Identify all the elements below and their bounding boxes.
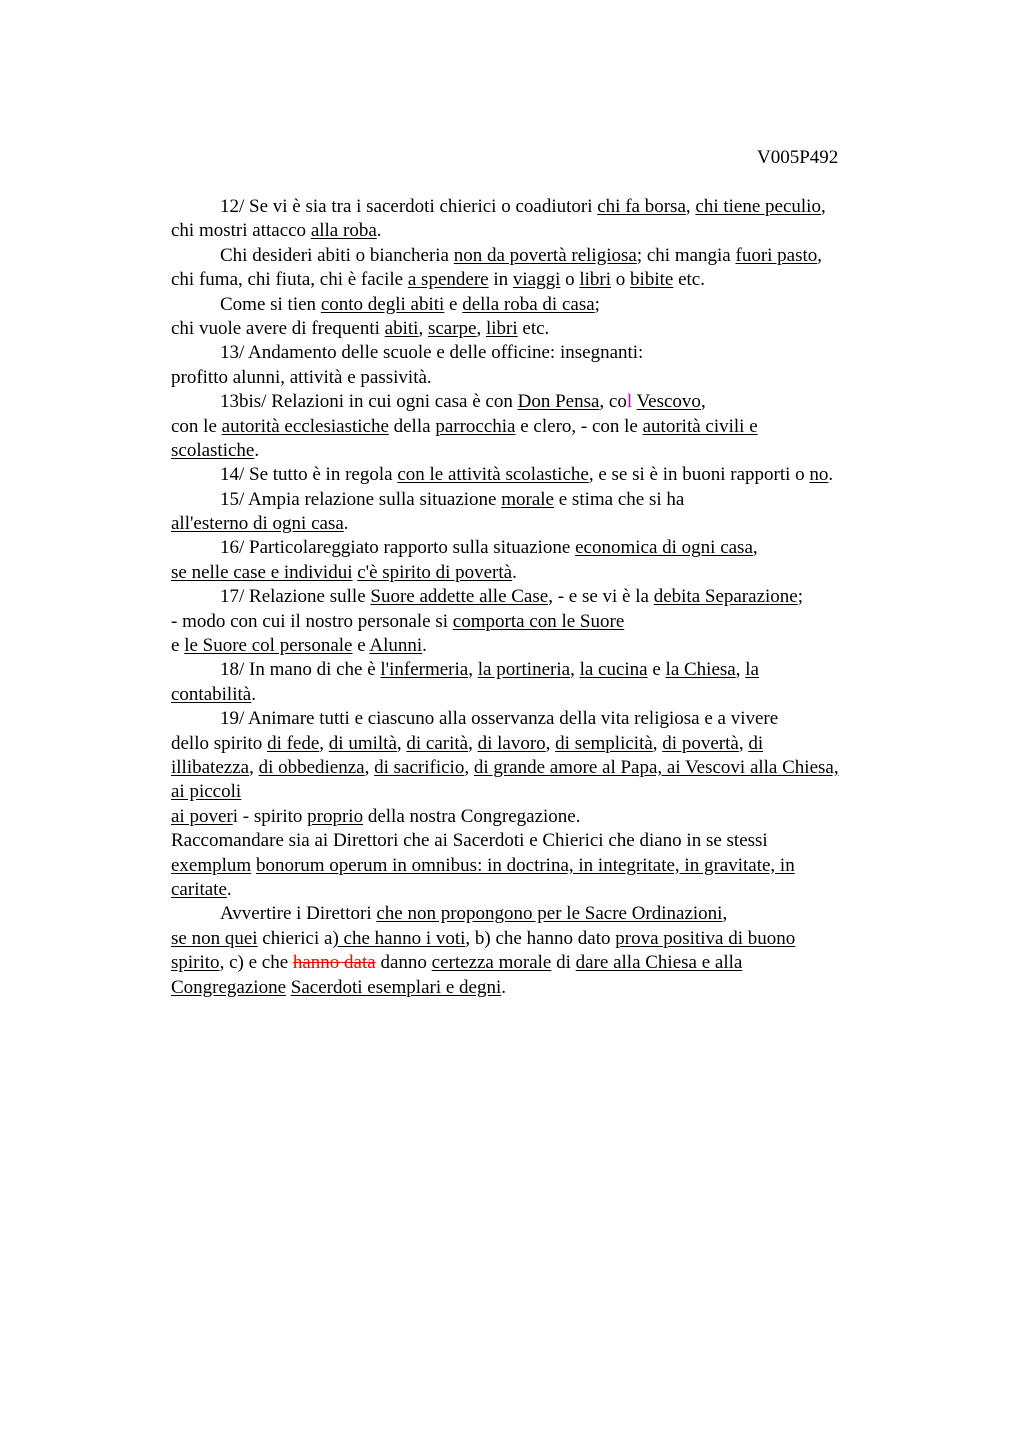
underlined-text: conto degli abiti: [320, 293, 445, 315]
text-segment: , - e se vi è la: [548, 586, 654, 608]
text-line: [171, 244, 931, 268]
underlined-text: libri: [485, 317, 518, 339]
text-segment: 15/ Ampia relazione sulla situazione: [220, 488, 502, 510]
underlined-text: chi fa borsa: [597, 196, 686, 217]
underlined-text: prova positiva di buono: [615, 927, 796, 949]
text-segment: dello spirito: [171, 732, 268, 754]
text-segment: Come si tien: [220, 293, 321, 315]
text-line: [171, 512, 931, 536]
text-segment: ;: [797, 586, 803, 608]
text-segment: 18/ In mano di che è: [220, 659, 381, 681]
underlined-text: Suore addette alle Case: [370, 586, 549, 608]
underlined-text: contabilità: [171, 683, 252, 705]
text-line: [171, 219, 931, 243]
text-segment: danno: [375, 952, 432, 974]
text-segment: ,: [468, 659, 478, 681]
text-line: [171, 268, 931, 292]
underlined-text: scolastiche: [171, 439, 255, 461]
text-segment: e: [647, 659, 666, 681]
underlined-text: ai piccoli: [171, 781, 242, 803]
text-line: [171, 366, 931, 390]
text-segment: ,: [319, 732, 329, 754]
underlined-text: se nelle case e individui: [171, 561, 353, 583]
text-segment: ,: [700, 391, 706, 413]
underlined-text: di carità: [406, 732, 469, 754]
text-segment: con le: [171, 415, 222, 437]
text-line: [171, 658, 931, 682]
text-segment: ,: [464, 756, 474, 778]
underlined-text: che non propongono per le Sacre Ordinazioni: [376, 903, 723, 925]
text-line: [171, 878, 931, 902]
text-segment: ,: [545, 732, 556, 754]
text-segment: Chi desideri abiti o biancheria: [220, 244, 454, 266]
text-segment: o: [560, 269, 580, 291]
underlined-text: di obbedienza: [258, 756, 365, 778]
underlined-text: comporta con le Suore: [452, 610, 625, 632]
text-line: [171, 976, 931, 1000]
underlined-text: bibite: [630, 269, 674, 291]
underlined-text: economica di ogni casa: [575, 537, 753, 559]
text-segment: .: [343, 513, 349, 535]
text-line: [171, 902, 931, 926]
text-line: [171, 780, 931, 804]
underlined-text: della roba di casa: [462, 293, 595, 315]
text-segment: Raccomandare sia ai Direttori che ai Sacerdoti e Chierici che diano in se stessi: [171, 830, 768, 852]
text-segment: della nostra Congregazione.: [363, 805, 581, 827]
underlined-text: di sacrificio: [374, 756, 465, 778]
text-line: [171, 195, 931, 219]
highlighted-text: l: [626, 391, 633, 413]
text-line: [171, 293, 931, 317]
underlined-text: con le attività scolastiche: [397, 464, 589, 486]
underlined-text: la Chiesa: [665, 659, 736, 681]
text-line: [171, 390, 931, 414]
text-segment: i - spirito: [232, 805, 308, 827]
text-line: [171, 415, 931, 439]
underlined-text: a spendere: [407, 269, 489, 291]
underlined-text: c'è spirito di povertà: [357, 561, 513, 583]
page-code: V005P492: [757, 147, 839, 168]
text-line: [171, 927, 931, 951]
text-segment: ,: [820, 196, 826, 217]
text-line: [171, 634, 931, 658]
text-segment: chi mostri attacco: [171, 220, 311, 242]
text-segment: ; chi mangia: [636, 244, 736, 266]
text-segment: .: [254, 439, 260, 461]
underlined-text: non da povertà religiosa: [453, 244, 637, 266]
text-segment: 19/ Animare tutti e ciascuno alla osservanza della vita religiosa e a vivere: [220, 708, 779, 730]
text-line: [171, 488, 931, 512]
text-line: [171, 585, 931, 609]
underlined-text: debita Separazione: [653, 586, 798, 608]
text-segment: e: [444, 293, 463, 315]
text-line: [171, 707, 931, 731]
underlined-text: exemplum: [171, 854, 252, 876]
underlined-text: di semplicità: [555, 732, 653, 754]
underlined-text: di grande amore al Papa, ai Vescovi alla Chiesa,: [473, 756, 839, 778]
underlined-text: le Suore col personale: [184, 635, 353, 657]
text-segment: 14/ Se tutto è in regola: [220, 464, 398, 486]
text-line: [171, 732, 931, 756]
text-segment: 13bis/ Relazioni in cui ogni casa è con: [220, 391, 518, 413]
underlined-text: Vescovo: [636, 391, 701, 413]
text-segment: 16/ Particolareggiato rapporto sulla situazione: [220, 537, 576, 559]
underlined-text: fuori pasto: [735, 244, 818, 266]
underlined-text: illibatezza: [171, 756, 250, 778]
underlined-text: Don Pensa: [517, 391, 600, 413]
text-segment: ,: [735, 659, 746, 681]
text-line: [171, 610, 931, 634]
underlined-text: no: [809, 464, 829, 486]
underlined-text: la: [745, 659, 759, 681]
text-segment: ,: [418, 317, 428, 339]
text-segment: ,: [570, 659, 580, 681]
text-segment: ,: [468, 732, 478, 754]
underlined-text: morale: [501, 488, 554, 510]
underlined-text: se non quei: [171, 927, 258, 949]
text-segment: e: [352, 635, 370, 657]
text-segment: chi vuole avere di frequenti: [171, 317, 385, 339]
text-segment: ,: [722, 903, 728, 925]
document-body: [171, 195, 931, 1000]
underlined-text: proprio: [307, 805, 364, 827]
text-line: [171, 341, 931, 365]
underlined-text: all'esterno di ogni casa: [171, 513, 344, 535]
text-segment: 13/ Andamento delle scuole e delle officine: insegnanti:: [220, 342, 644, 364]
underlined-text: parrocchia: [435, 415, 516, 437]
underlined-text: ) che hanno i voti: [332, 927, 466, 949]
text-segment: ,: [476, 317, 486, 339]
text-segment: ,: [738, 732, 749, 754]
text-segment: .: [376, 220, 382, 242]
text-segment: e: [171, 635, 185, 657]
underlined-text: ai pover: [171, 805, 233, 827]
underlined-text: certezza morale: [431, 952, 552, 974]
underlined-text: caritate: [171, 878, 227, 900]
text-segment: ,: [652, 732, 663, 754]
text-segment: chi fuma, chi fiuta, chi è facile: [171, 269, 408, 291]
underlined-text: viaggi: [512, 269, 561, 291]
text-segment: in: [488, 269, 513, 291]
text-line: [171, 317, 931, 341]
underlined-text: abiti: [384, 317, 419, 339]
text-segment: 17/ Relazione sulle: [220, 586, 371, 608]
underlined-text: autorità civili e: [642, 415, 758, 437]
text-segment: .: [828, 464, 834, 486]
text-segment: ,: [396, 732, 407, 754]
underlined-text: la portineria: [477, 659, 571, 681]
text-line: [171, 463, 931, 487]
text-segment: e stima che si ha: [554, 488, 685, 510]
text-segment: , co: [599, 391, 627, 413]
text-line: [171, 756, 931, 780]
underlined-text: chi tiene peculio: [695, 196, 821, 217]
text-line: [171, 561, 931, 585]
underlined-text: di umiltà: [328, 732, 397, 754]
underlined-text: di fede: [267, 732, 320, 754]
text-segment: di: [551, 952, 576, 974]
text-line: [171, 805, 931, 829]
text-segment: o: [611, 269, 631, 291]
text-segment: e clero, - con le: [515, 415, 643, 437]
text-segment: 12/ Se vi è sia tra i sacerdoti chierici o coadiutori: [220, 196, 598, 217]
text-line: [171, 951, 931, 975]
text-segment: , e se si è in buoni rapporti o: [588, 464, 810, 486]
underlined-text: di povertà: [662, 732, 739, 754]
underlined-text: scarpe: [427, 317, 477, 339]
underlined-text: di lavoro: [477, 732, 546, 754]
text-segment: etc.: [517, 317, 550, 339]
underlined-text: di: [748, 732, 764, 754]
text-segment: ;: [594, 293, 600, 315]
underlined-text: Alunni: [369, 635, 423, 657]
underlined-text: alla roba: [310, 220, 377, 242]
underlined-text: autorità ecclesiastiche: [221, 415, 389, 437]
text-segment: chierici a: [257, 927, 333, 949]
underlined-text: Sacerdoti esemplari e degni: [290, 976, 502, 998]
text-line: [171, 439, 931, 463]
underlined-text: l'infermeria: [380, 659, 469, 681]
text-segment: .: [251, 683, 256, 705]
text-segment: ,: [752, 537, 758, 559]
underlined-text: dare alla Chiesa e alla: [575, 952, 743, 974]
text-segment: ,: [817, 244, 823, 266]
text-segment: .: [512, 561, 517, 583]
text-line: [171, 829, 931, 853]
underlined-text: bonorum operum in omnibus: in doctrina, in integritate, in gravitate, in: [255, 854, 795, 876]
text-segment: della: [388, 415, 436, 437]
text-segment: ,: [249, 756, 259, 778]
text-segment: ,: [685, 196, 696, 217]
text-segment: .: [422, 635, 427, 657]
text-line: [171, 536, 931, 560]
underlined-text: libri: [579, 269, 612, 291]
text-segment: .: [226, 878, 232, 900]
text-segment: - modo con cui il nostro personale si: [171, 610, 453, 632]
text-line: [171, 683, 931, 707]
underlined-text: spirito: [171, 952, 220, 974]
text-segment: .: [501, 976, 507, 998]
underlined-text: la cucina: [579, 659, 648, 681]
text-segment: profitto alunni, attività e passività.: [171, 366, 432, 388]
text-segment: Avvertire i Direttori: [220, 903, 377, 925]
text-segment: ,: [364, 756, 375, 778]
text-segment: , b) che hanno dato: [465, 927, 616, 949]
underlined-text: Congregazione: [171, 976, 287, 998]
text-segment: etc.: [673, 269, 705, 291]
struck-text: hanno data: [292, 952, 376, 974]
text-line: [171, 854, 931, 878]
text-segment: , c) e che: [219, 952, 293, 974]
